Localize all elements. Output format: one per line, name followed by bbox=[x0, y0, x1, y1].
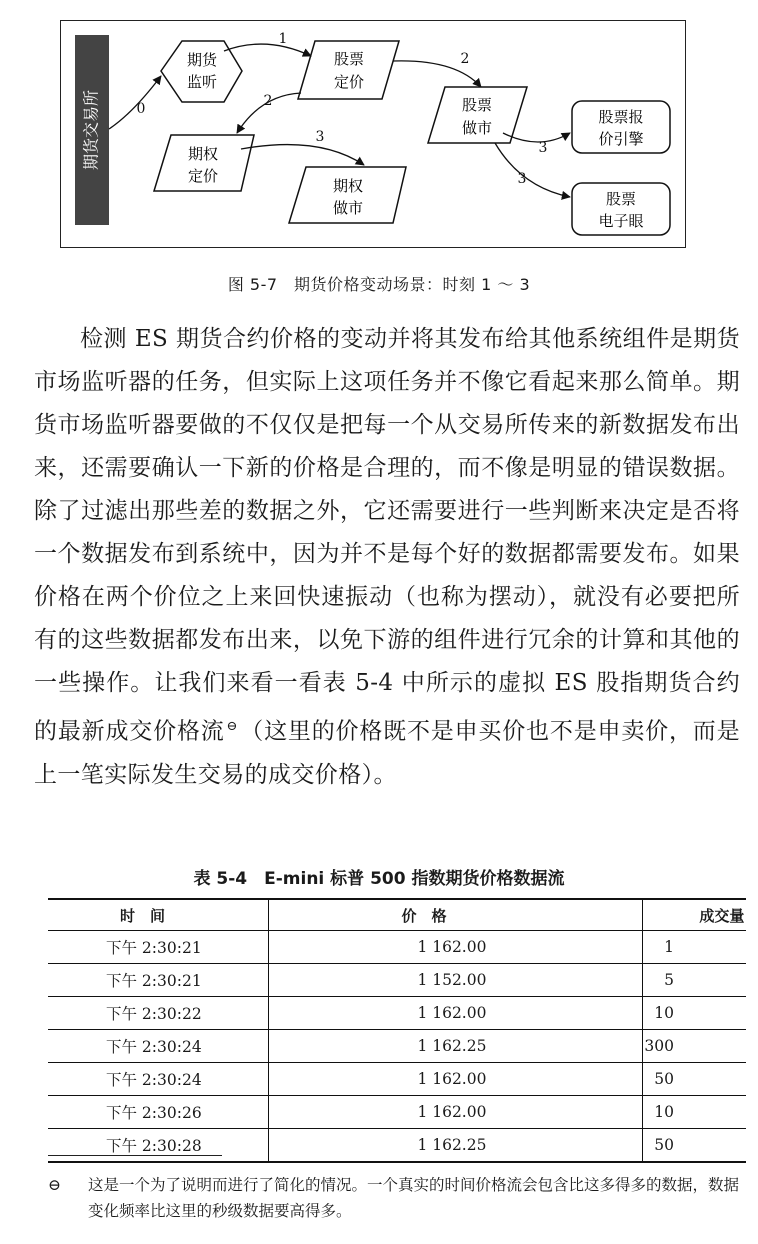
edge-listener-stock-pricing bbox=[224, 44, 311, 56]
cell-price: 1 162.00 bbox=[269, 1063, 643, 1096]
option-pricing-label-1: 期权 bbox=[187, 145, 219, 163]
table-row bbox=[48, 1129, 746, 1163]
cell-volume: 300 bbox=[643, 1030, 746, 1063]
cell-price: 1 152.00 bbox=[269, 964, 643, 997]
edge-label-3c: 3 bbox=[517, 171, 527, 187]
figure-caption: 图 5-7 期货价格变动场景：时刻 1 ～ 3 bbox=[227, 275, 531, 294]
cell-volume: 1 bbox=[643, 931, 746, 964]
stock-pricing-node bbox=[298, 41, 399, 99]
cell-time: 下午 2:30:21 bbox=[48, 964, 269, 997]
cell-time: 下午 2:30:21 bbox=[48, 931, 269, 964]
edge-label-1: 1 bbox=[278, 31, 288, 47]
cell-volume: 50 bbox=[643, 1063, 746, 1096]
cell-volume: 50 bbox=[643, 1129, 746, 1163]
cell-price: 1 162.00 bbox=[269, 997, 643, 1030]
futures-listener-label-2: 监听 bbox=[186, 73, 218, 91]
cell-price: 1 162.00 bbox=[269, 1096, 643, 1129]
footnote-text: 这是一个为了说明而进行了简化的情况。一个真实的时间价格流会包含比这多得多的数据，数据变化频率比这里的秒级数据要高得多。 bbox=[88, 1176, 740, 1220]
edge-exchange-listener bbox=[109, 76, 161, 129]
stock-eye-label-1: 股票 bbox=[605, 190, 637, 208]
cell-time: 下午 2:30:28 bbox=[48, 1129, 269, 1163]
cell-time: 下午 2:30:22 bbox=[48, 997, 269, 1030]
table-title: 表 5-4 E-mini 标普 500 指数期货价格数据流 bbox=[193, 869, 565, 889]
cell-volume: 10 bbox=[643, 997, 746, 1030]
cell-volume: 5 bbox=[643, 964, 746, 997]
table-row bbox=[48, 1063, 746, 1096]
stock-quote-engine-node bbox=[572, 101, 670, 153]
option-pricing-node bbox=[154, 135, 254, 191]
table-row bbox=[48, 964, 746, 997]
flow-diagram bbox=[61, 21, 687, 249]
cell-volume: 10 bbox=[643, 1096, 746, 1129]
stock-pricing-label-1: 股票 bbox=[333, 50, 365, 68]
stock-eye-label-2: 电子眼 bbox=[598, 212, 644, 230]
stock-eye-node bbox=[572, 183, 670, 235]
edge-label-3b: 3 bbox=[538, 140, 548, 156]
cell-price: 1 162.25 bbox=[269, 1129, 643, 1163]
cell-time: 下午 2:30:24 bbox=[48, 1063, 269, 1096]
paragraph-text: 检测 ES 期货合约价格的变动并将其发布给其他系统组件是期货市场监听器的任务，但实际上这项任务并不像它看起来那么简单。期货市场监听器要做的不仅仅是把每一个从交易所传来的新数据发布出来，还需要确认一下新的价格是合理的，而不像是明显的错误数据。除了过滤出那些差的数据之外，它还需要进行一些判断来决定是否将一个数据发布到系统中，因为并不是每个好的数据都需要发布。如果价格在两个价位之上来回快速振动（也称为摆动），就没有必要把所有的这些数据都发布出来，以免下游的组件进行冗余的计算和其他的一些操作。让我们来看一看表 5-4 中所示的虚拟 ES 股指期货合约的最新成交价格流 bbox=[34, 326, 740, 745]
body-paragraph bbox=[34, 318, 740, 797]
edge-option-pricing-option-mm bbox=[241, 145, 364, 165]
cell-price: 1 162.00 bbox=[269, 931, 643, 964]
futures-listener-node bbox=[161, 41, 242, 102]
futures-listener-label-1: 期货 bbox=[186, 51, 218, 69]
stock-pricing-label-2: 定价 bbox=[333, 73, 365, 91]
stock-mm-label-2: 做市 bbox=[461, 119, 493, 137]
cell-time: 下午 2:30:24 bbox=[48, 1030, 269, 1063]
option-mm-label-1: 期权 bbox=[332, 177, 364, 195]
option-market-making-node bbox=[289, 167, 406, 223]
stock-mm-label-1: 股票 bbox=[461, 96, 493, 114]
figure-5-7 bbox=[60, 20, 686, 248]
option-mm-label-2: 做市 bbox=[332, 199, 364, 217]
option-pricing-label-2: 定价 bbox=[187, 167, 219, 185]
footnote-symbol: ⊖ bbox=[48, 1176, 61, 1194]
cell-price: 1 162.25 bbox=[269, 1030, 643, 1063]
footnote-divider bbox=[48, 1155, 222, 1156]
edge-label-3a: 3 bbox=[315, 129, 325, 145]
header-price: 价 格 bbox=[269, 899, 643, 931]
footnote-marker[interactable]: ⊖ bbox=[226, 719, 238, 734]
cell-time: 下午 2:30:26 bbox=[48, 1096, 269, 1129]
table-row bbox=[48, 1030, 746, 1063]
quote-engine-label-1: 股票报 bbox=[598, 108, 644, 126]
table-row bbox=[48, 1096, 746, 1129]
edge-label-2a: 2 bbox=[263, 93, 273, 109]
table-row bbox=[48, 931, 746, 964]
edge-label-0: 0 bbox=[136, 101, 146, 117]
header-time: 时 间 bbox=[48, 899, 269, 931]
paragraph-tail: （这里的价格既不是申买价也不是申卖价，而是上一笔实际发生交易的成交价格）。 bbox=[34, 718, 741, 788]
stock-market-making-node bbox=[428, 87, 527, 143]
price-stream-table bbox=[48, 898, 746, 1163]
header-volume: 成交量 bbox=[643, 899, 746, 931]
quote-engine-label-2: 价引擎 bbox=[598, 130, 644, 148]
table-header-row bbox=[48, 899, 746, 931]
table-row bbox=[48, 997, 746, 1030]
edge-label-2b: 2 bbox=[460, 51, 470, 67]
edge-stock-mm-eye bbox=[495, 143, 570, 197]
exchange-label: 期货交易所 bbox=[81, 89, 101, 171]
exchange-node bbox=[75, 35, 109, 225]
